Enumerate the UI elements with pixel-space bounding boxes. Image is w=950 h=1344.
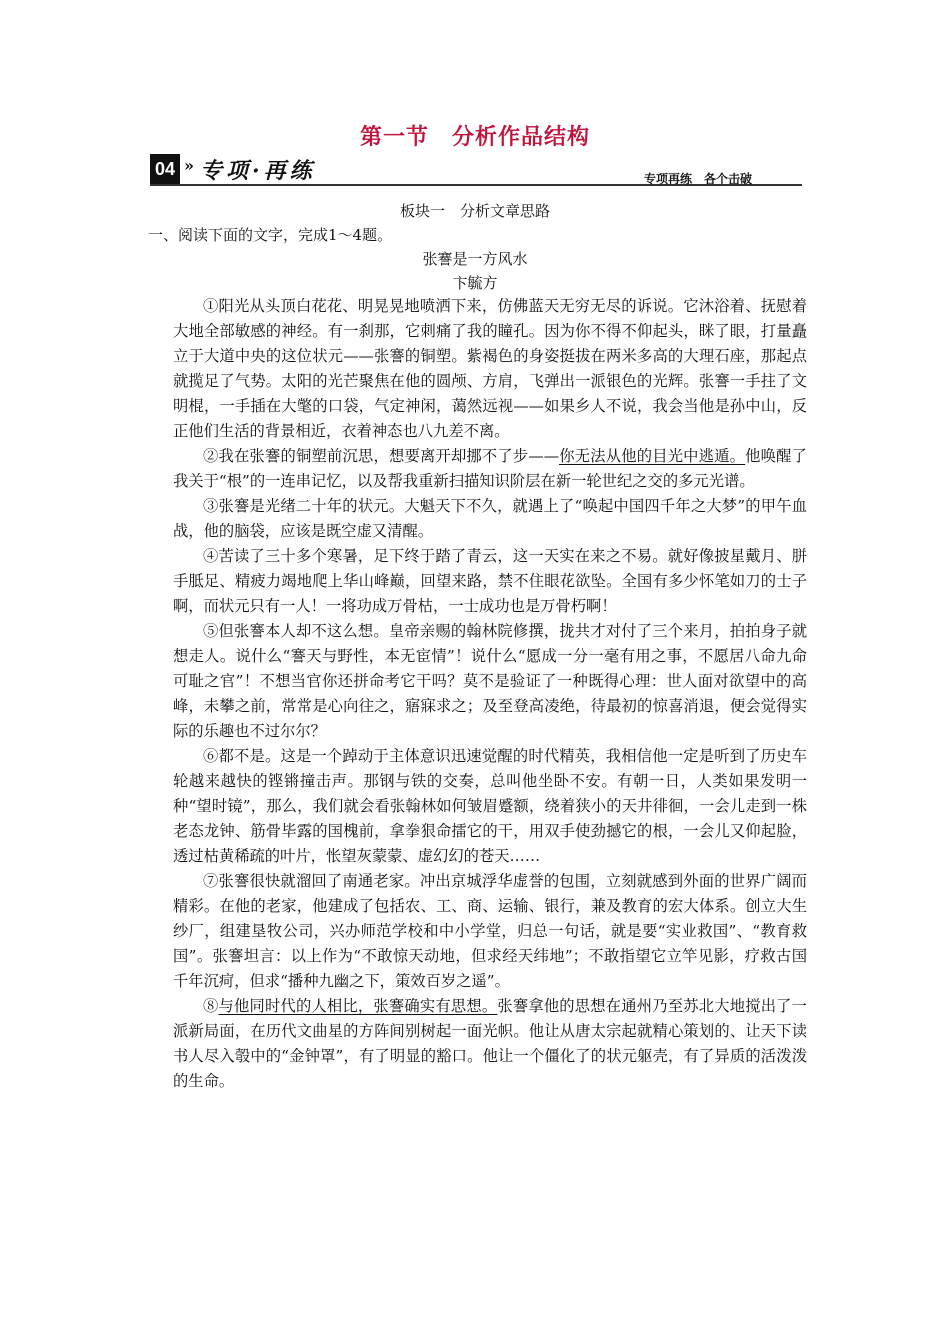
- banner-number: 04: [150, 154, 180, 184]
- paragraph-8: [173, 994, 807, 1094]
- paragraph-4: ④苦读了三十多个寒暑，足下终于踏了青云，这一天实在来之不易。就好像披星戴月、胼手胝足、精疲力竭地爬上华山峰巅，回望来路，禁不住眼花欲坠。全国有多少怀笔如刀的士子啊，而状元只有一人！一将功成万骨枯，一士成功也是万骨朽啊！: [173, 547, 807, 615]
- underlined-sentence-2: 你无法从他的目光中逃遁。: [559, 447, 746, 465]
- underlined-sentence-8: 与他同时代的人相比，张謇确实有思想。: [218, 997, 498, 1015]
- banner-heading: 专项·再练: [200, 158, 316, 184]
- paragraph-1: ①阳光从头顶白花花、明晃晃地喷洒下来，仿佛蓝天无穷无尽的诉说。它沐浴着、抚慰着大地全部敏感的神经。有一刹那，它刺痛了我的瞳孔。因为你不得不仰起头，眯了眼，打量矗立于大道中央的这位状元——张謇的铜塑。紫褐色的身姿挺拔在两米多高的大理石座，那起点就揽足了气势。太阳的光芒聚焦在他的圆颅、方肩，飞弹出一派银色的光辉。张謇一手拄了文明棍，一手插在大氅的口袋，气定神闲，蔼然远视——如果乡人不说，我会当他是孙中山，反正他们生活的背景相近，衣着神态也八九差不离。: [173, 297, 807, 440]
- article-body: [173, 294, 807, 1094]
- page-title: 第一节 分析作品结构: [359, 124, 590, 150]
- paragraph-6: ⑥都不是。这是一个踔动于主体意识迅速觉醒的时代精英，我相信他一定是听到了历史车轮越来越快的铿锵撞击声。那钢与铁的交奏，总叫他坐卧不安。有朝一日，人类如果发明一种“望时镜”，那么，我们就会看张翰林如何皱眉蹙额，绕着狭小的天井徘徊，一会儿走到一株老态龙钟、筋骨毕露的国槐前，拿拳狠命擂它的干，用双手使劲撼它的根，一会儿又仰起脸，透过枯黄稀疏的叶片，怅望灰蒙蒙、虚幻幻的苍天……: [173, 747, 807, 865]
- section-banner: [150, 152, 802, 192]
- article-author: 卞毓方: [452, 274, 498, 292]
- chevron-right-icon: »: [184, 156, 194, 175]
- article-title: 张謇是一方风水: [422, 250, 528, 268]
- paragraph-3: ③张謇是光绪二十年的状元。大魁天下不久，就遇上了“唤起中国四千年之大梦”的甲午血战，他的脑袋，应该是既空虚又清醒。: [173, 497, 807, 540]
- question-instruction: 一、阅读下面的文字，完成1～4题。: [148, 226, 393, 244]
- paragraph-2: [173, 444, 807, 494]
- paragraph-2-lead: ②我在张謇的铜塑前沉思，想要离开却挪不了步——: [203, 447, 560, 465]
- banner-subtitle: 专项再练 各个击破: [643, 172, 752, 186]
- paragraph-7: ⑦张謇很快就溜回了南通老家。冲出京城浮华虚誉的包围，立刻就感到外面的世界广阔而精彩。在他的老家，他建成了包括农、工、商、运输、银行，兼及教育的宏大体系。创立大生纱厂，组建垦牧公司，兴办师范学校和中小学堂，归总一句话，就是要“实业救国”、“教育救国”。张謇坦言：以上作为“不敢惊天动地，但求经天纬地”；不敢指望它立竿见影，疗救古国千年沉疴，但求“播种九幽之下，策效百岁之遥”。: [173, 872, 807, 990]
- paragraph-5: ⑤但张謇本人却不这么想。皇帝亲赐的翰林院修撰，拢共才对付了三个来月，拍拍身子就想走人。说什么“謇天与野性，本无宦情”！说什么“愿成一分一毫有用之事，不愿居八命九命可耻之官”！不想当官你还拼命考它干吗？莫不是验证了一种既得心理：世人面对欲望中的高峰，未攀之前，常常是心向往之，寤寐求之；及至登高凌绝，待最初的惊喜消退，便会觉得实际的乐趣也不过尔尔？: [173, 622, 807, 740]
- block-title: 板块一 分析文章思路: [399, 202, 550, 220]
- paragraph-8-lead: ⑧: [203, 997, 219, 1015]
- paragraph-8-rest: 张謇拿他的思想在通州乃至苏北大地搅出了一派新局面，在历代文曲星的方阵间别树起一面光帜。他让从唐太宗起就精心策划的、让天下读书人尽入彀中的“金钟罩”，有了明显的豁口。他让一个僵化了的状元躯壳，有了异质的活泼泼的生命。: [173, 997, 807, 1090]
- paragraph-2-rest: 他唤醒了我关于“根”的一连串记忆，以及帮我重新扫描知识阶层在新一轮世纪之交的多元光谱。: [173, 447, 807, 490]
